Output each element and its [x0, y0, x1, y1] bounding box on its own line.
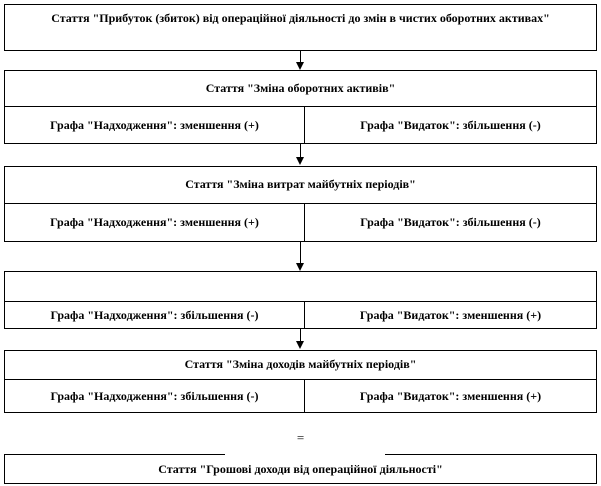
- block-deferred-expenses-expense: Графа "Видаток": збільшення (-): [360, 215, 541, 229]
- block-unlabeled-receipts: Графа "Надходження": збільшення (-): [5, 302, 305, 328]
- block-deferred-income-title: Стаття "Зміна доходів майбутніх періодів": [184, 357, 417, 371]
- block-deferred-expenses-receipts: Графа "Надходження": зменшення (+): [5, 204, 305, 241]
- block-operating-cash-income-title: Стаття "Грошові доходи від операційної діяльності": [158, 462, 443, 476]
- block-deferred-expenses-title: Стаття "Зміна витрат майбутніх періодів": [185, 177, 416, 191]
- block-deferred-income-expense: Графа "Видаток": зменшення (+): [359, 388, 542, 403]
- block-unlabeled: [4, 271, 597, 329]
- block-deferred-income-receipts: Графа "Надходження": збільшення (-): [5, 380, 305, 412]
- block-unlabeled-expense: Графа "Видаток": зменшення (+): [359, 307, 542, 322]
- block-operating-cash-income: [4, 454, 597, 484]
- bottom-box-border-gap: [225, 454, 385, 455]
- block-current-assets-expense: Графа "Видаток": збільшення (-): [360, 117, 541, 132]
- block-current-assets-title: Стаття "Зміна оборотних активів": [205, 81, 396, 95]
- equals-sign: =: [296, 430, 305, 445]
- block-operating-profit-title: Стаття "Прибуток (збиток) від операційної діяльності до змін в чистих оборотних активах": [51, 11, 550, 25]
- block-operating-profit: [4, 4, 597, 51]
- block-deferred-income: [4, 350, 597, 413]
- block-current-assets-receipts: Графа "Надходження": зменшення (+): [5, 107, 305, 143]
- block-deferred-expenses: [4, 166, 597, 242]
- block-current-assets: [4, 70, 597, 144]
